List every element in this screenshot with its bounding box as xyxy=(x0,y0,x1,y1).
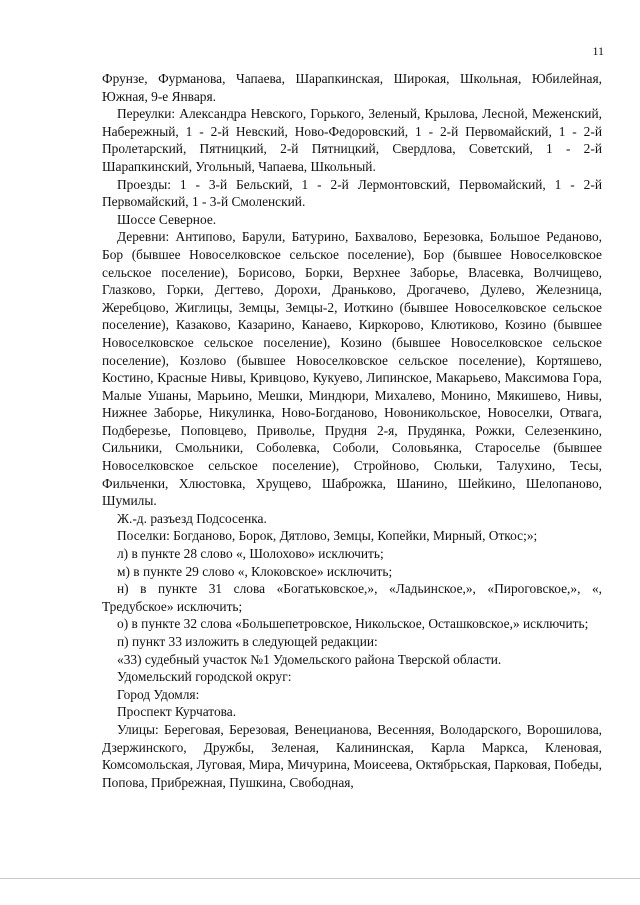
paragraph-city: Город Удомля: xyxy=(117,686,200,702)
paragraph-lanes: Переулки: Александра Невского, Горького, Зеленый, Крылова, Лесной, Меженский, Набережный, 1 - 2-й Невский, Ново-Федоровский, 1 - 2-й Первомайский, 1 - 2-й Пролетарский, Пятницкий, 2-й Пятницкий, Свердлова, Советский, 1 - 2-й Шарапкинский, Угольный, Чапаева, Школьный. xyxy=(102,106,602,174)
paragraph-item-o: о) в пункте 32 слова «Большепетровское, Никольское, Осташковское,» исключить; xyxy=(117,616,589,632)
paragraph-item-m: м) в пункте 29 слово «, Клоковское» исключить; xyxy=(117,563,393,579)
paragraph-highway: Шоссе Северное. xyxy=(117,211,217,227)
paragraph-settlements: Поселки: Богданово, Борок, Дятлово, Земцы, Копейки, Мирный, Откос;»; xyxy=(117,528,538,544)
paragraph-passages: Проезды: 1 - 3-й Бельский, 1 - 2-й Лермонтовский, Первомайский, 1 - 2-й Первомайский, 1 - 3-й Смоленский. xyxy=(102,176,602,210)
document-body xyxy=(102,70,602,791)
paragraph-item-n: н) в пункте 31 слова «Богатьковское,», «Ладьинское,», «Пироговское,», «, Тредубское» исключить; xyxy=(102,581,602,614)
paragraph-avenue: Проспект Курчатова. xyxy=(117,704,237,720)
page-number: 11 xyxy=(592,44,604,58)
paragraph-city-streets: Улицы: Береговая, Березовая, Венецианова, Весенняя, Володарского, Ворошилова, Дзержинского, Дружбы, Зеленая, Калининская, Карла Маркса, Кленовая, Комсомольская, Луговая, Мира, Мичурина, Моисеева, Октябрьская, Парковая, Победы, Попова, Прибрежная, Пушкина, Свободная, xyxy=(102,721,602,790)
paragraph-streets-continued: Фрунзе, Фурманова, Чапаева, Шарапкинская, Широкая, Школьная, Юбилейная, Южная, 9-е Января. xyxy=(102,71,602,104)
paragraph-court-section: «33) судебный участок №1 Удомельского района Тверской области. xyxy=(117,651,502,667)
paragraph-railway-siding: Ж.-д. разъезд Подсосенка. xyxy=(117,510,267,526)
paragraph-item-p: п) пункт 33 изложить в следующей редакции: xyxy=(117,634,378,649)
paragraph-item-l: л) в пункте 28 слово «, Шолохово» исключить; xyxy=(117,546,384,562)
paragraph-villages: Деревни: Антипово, Барули, Батурино, Бахвалово, Березовка, Большое Реданово, Бор (бывшее Новоселковское сельское поселение), Бор (бывшее Новоселковское сельское поселение), Борисово, Борки, Верхнее Заборье, Власевка, Волчищево, Глазково, Горки, Дегтево, Дорохи, Драньково, Дрогачево, Дулево, Железница, Жеребцово, Жиглицы, Земцы, Земцы-2, Иоткино (бывшее Новоселковское сельское поселение), Казаково, Казарино, Канаево, Киркорово, Клютиково, Козино (бывшее Новоселковское сельское поселение), Козино (бывшее Новоселковское сельское поселение), Козлово (бывшее Новоселковское сельское поселение), Кортяшево, Костино, Красные Нивы, Кривцово, Кукуево, Липинское, Макарьево, Максимова Гора, Малые Ушаны, Марьино, Мешки, Миндюри, Михалево, Монино, Мякишево, Нивы, Нижнее Заборье, Никулинка, Ново-Богданово, Новоникольское, Новоселки, Отвага, Подберезье, Поповцево, Приволье, Прудня 2-я, Прудянка, Рожки, Селезенкино, Сильники, Смольники, Соболевка, Соболи, Соловьянка, Староселье (бывшее Новоселковское сельское поселение), Стройново, Сюльки, Талухино, Тесы, Фильченки, Хлюстовка, Хрущево, Шаброжка, Шанино, Шейкино, Шелопаново, Шумилы. xyxy=(102,229,602,509)
paragraph-district: Удомельский городской округ: xyxy=(117,669,292,685)
footer-divider xyxy=(0,878,640,879)
